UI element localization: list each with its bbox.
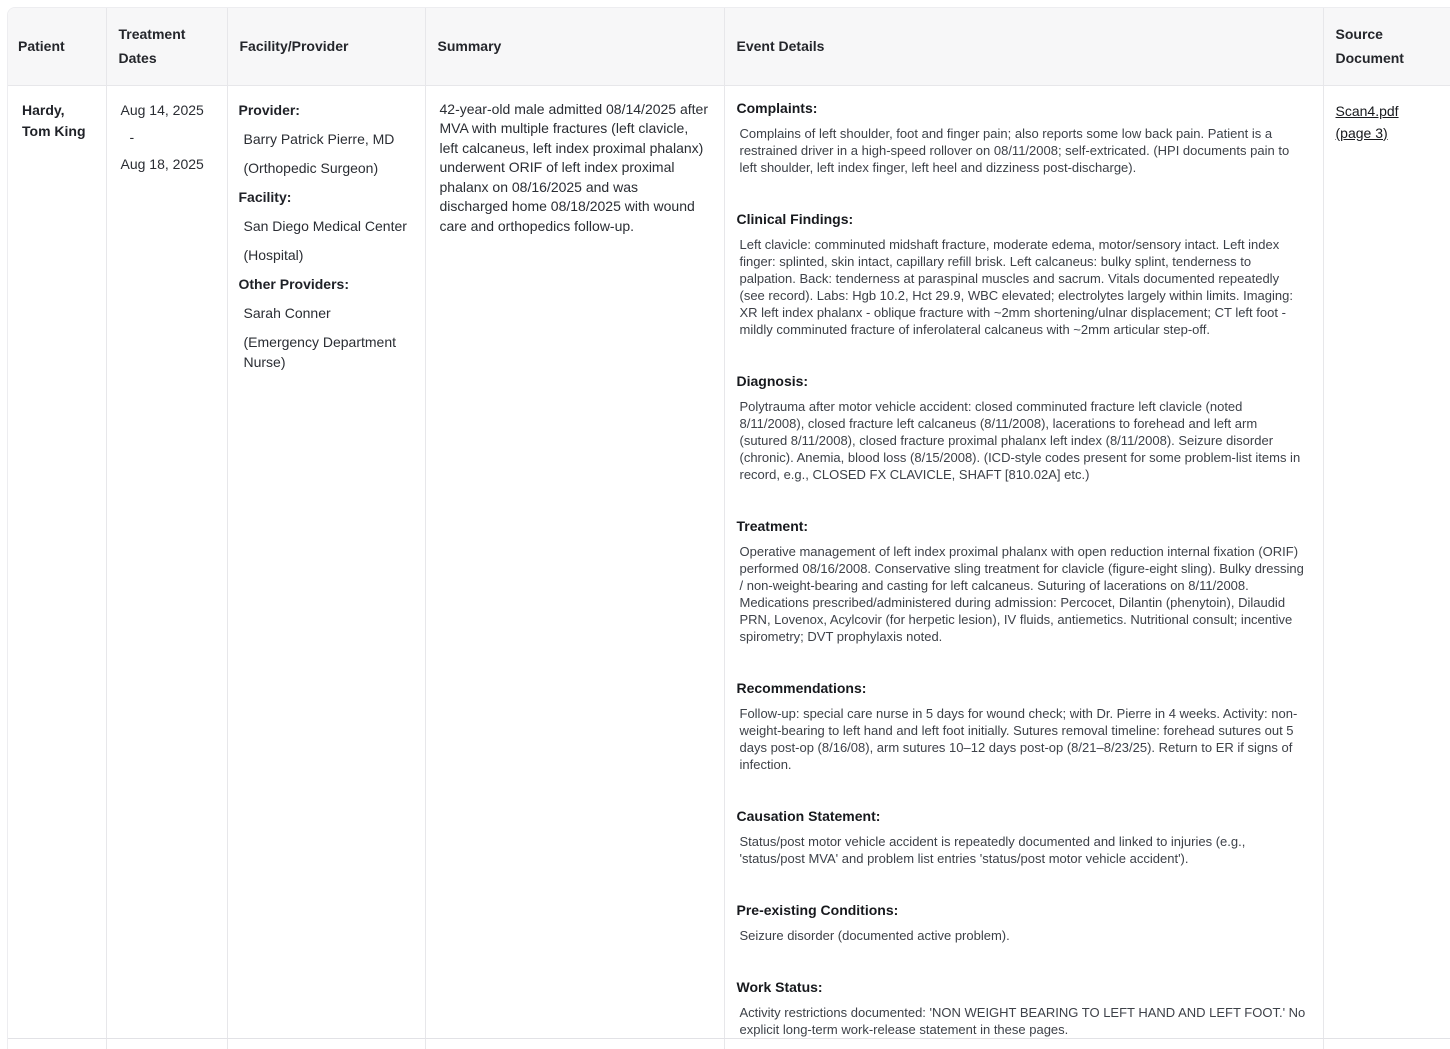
event-section-complaints bbox=[737, 99, 1311, 176]
source-document-link[interactable]: Scan4.pdf (page 3) bbox=[1335, 102, 1399, 141]
other-providers-label: Other Providers: bbox=[238, 275, 349, 292]
chronology-table bbox=[8, 8, 1450, 1049]
facility-label: Facility: bbox=[238, 188, 292, 205]
treatment-end-date: Aug 18, 2025 bbox=[120, 155, 204, 172]
event-section-heading: Diagnosis: bbox=[736, 372, 809, 389]
provider-label: Provider: bbox=[238, 101, 300, 118]
next-row-cell bbox=[8, 1038, 106, 1049]
next-row-cell bbox=[227, 1038, 425, 1049]
other-provider-role: (Emergency Department Nurse) bbox=[243, 333, 397, 370]
other-provider-name: Sarah Conner bbox=[243, 304, 331, 321]
event-section-pre-existing-conditions bbox=[737, 901, 1311, 944]
next-row-cell bbox=[724, 1038, 1323, 1049]
summary-text: 42-year-old male admitted 08/14/2025 after MVA with multiple fractures (left clavicle, left calcaneus, left index proximal phalanx) underwent ORIF of left index proximal phalanx on 08/16/2025 and was discharged home 08/18/2025 with wound care and orthopedics follow-up. bbox=[439, 100, 708, 234]
event-section-causation-statement bbox=[737, 807, 1311, 867]
event-section-clinical-findings bbox=[737, 210, 1311, 338]
event-section-heading: Recommendations: bbox=[736, 679, 867, 696]
provider-name: Barry Patrick Pierre, MD bbox=[243, 130, 395, 147]
event-section-heading: Work Status: bbox=[736, 978, 823, 995]
event-section-heading: Treatment: bbox=[736, 517, 809, 534]
column-header-source-document: Source Document bbox=[1323, 8, 1450, 85]
facility-name: San Diego Medical Center bbox=[243, 217, 407, 234]
event-section-text: Left clavicle: comminuted midshaft fracture, moderate edema, motor/sensory intact. Left index finger: splinted, skin intact, capillary refill brisk. Left calcaneus: bulky splint, tenderness to palpation. Back: tenderness at paraspinal muscles and sacrum. Vitals documented repeatedly (see record). Labs: Hgb 10.2, Hct 29.9, WBC elevated; electrolytes largely within limits. Imaging: XR left index phalanx - oblique fracture with ~2mm shortening/ulnar displacement; CT left foot - mildly comminuted fracture of inferolateral calcaneus with ~2mm articular step-off. bbox=[739, 236, 1293, 337]
cell-patient bbox=[8, 85, 106, 1038]
event-section-text: Seizure disorder (documented active problem). bbox=[739, 927, 1010, 943]
event-section-heading: Causation Statement: bbox=[736, 807, 881, 824]
treatment-start-date: Aug 14, 2025 bbox=[120, 101, 204, 118]
event-section-text: Complains of left shoulder, foot and finger pain; also reports some low back pain. Patient is a restrained driver in a high-speed rollover on 08/11/2008; self-extricated. (HPI documents pain to left shoulder, left index finger, left heel and dizziness post-discharge). bbox=[739, 125, 1290, 175]
next-row-cell bbox=[425, 1038, 724, 1049]
event-section-text: Status/post motor vehicle accident is repeatedly documented and linked to injuries (e.g., 'status/post MVA' and problem list entries 'status/post motor vehicle accident'). bbox=[739, 833, 1246, 866]
event-section-diagnosis bbox=[737, 372, 1311, 483]
event-section-work-status bbox=[737, 978, 1311, 1038]
event-section-text: Operative management of left index proximal phalanx with open reduction internal fixation (ORIF) performed 08/16/2008. Conservative sling treatment for clavicle (figure-eight sling). Bulky dressing / non-weight-bearing and casting for left calcaneus. Suturing of lacerations on 8/11/2008. Medications prescribed/administered during admission: Percocet, Dilantin (phenytoin), Dilaudid PRN, Lovenox, Acylcovir (for herpetic lesion), IV fluids, antiemetics. Nutritional consult; incentive spirometry; DVT prophylaxis noted. bbox=[739, 543, 1304, 644]
cell-summary bbox=[425, 85, 724, 1038]
event-section-treatment bbox=[737, 517, 1311, 645]
column-header-treatment-dates: Treatment Dates bbox=[106, 8, 227, 85]
chronology-table-container bbox=[7, 7, 1450, 1049]
table-row bbox=[8, 85, 1450, 1038]
column-header-patient: Patient bbox=[8, 8, 106, 85]
column-header-summary: Summary bbox=[425, 8, 724, 85]
next-row-cell bbox=[1323, 1038, 1450, 1049]
facility-type: (Hospital) bbox=[243, 246, 304, 263]
cell-source-document bbox=[1323, 85, 1450, 1038]
next-row-cell bbox=[106, 1038, 227, 1049]
next-table-row-partial bbox=[8, 1038, 1450, 1049]
cell-treatment-dates bbox=[106, 85, 227, 1038]
header-row bbox=[8, 8, 1450, 85]
patient-name-line2: Tom King bbox=[22, 122, 86, 139]
event-section-heading: Complaints: bbox=[736, 99, 818, 116]
event-section-text: Follow-up: special care nurse in 5 days for wound check; with Dr. Pierre in 4 weeks. Activity: non-weight-bearing to left hand and left foot initially. Sutures removal timeline: forehead sutures out 5 days post-op (8/16/08), arm sutures 10–12 days post-op (8/21–8/23/25). Return to ER if signs of infection. bbox=[739, 705, 1298, 772]
event-section-text: Polytrauma after motor vehicle accident: closed comminuted fracture left clavicle (noted 8/11/2008), closed fracture left calcaneus (8/11/2008), lacerations to forehead and left arm (sutured 8/11/2008), closed fracture proximal phalanx left index (8/11/2008). Seizure disorder (chronic). Anemia, blood loss (8/15/2008). (ICD-style codes present for some problem-list items in record, e.g., CLOSED FX CLAVICLE, SHAFT [810.02A] etc.) bbox=[739, 398, 1301, 482]
cell-facility-provider bbox=[227, 85, 425, 1038]
table-header bbox=[8, 8, 1450, 85]
treatment-date-separator: - bbox=[129, 128, 135, 145]
column-header-event-details: Event Details bbox=[724, 8, 1323, 85]
column-header-facility-provider: Facility/Provider bbox=[227, 8, 425, 85]
provider-role: (Orthopedic Surgeon) bbox=[243, 159, 379, 176]
patient-name-line1: Hardy, bbox=[22, 101, 65, 118]
event-section-heading: Clinical Findings: bbox=[736, 210, 854, 227]
cell-event-details bbox=[724, 85, 1323, 1038]
event-section-recommendations bbox=[737, 679, 1311, 773]
event-section-text: Activity restrictions documented: 'NON WEIGHT BEARING TO LEFT HAND AND LEFT FOOT.' No explicit long-term work-release statement in these pages. bbox=[739, 1004, 1306, 1037]
event-section-heading: Pre-existing Conditions: bbox=[736, 901, 899, 918]
